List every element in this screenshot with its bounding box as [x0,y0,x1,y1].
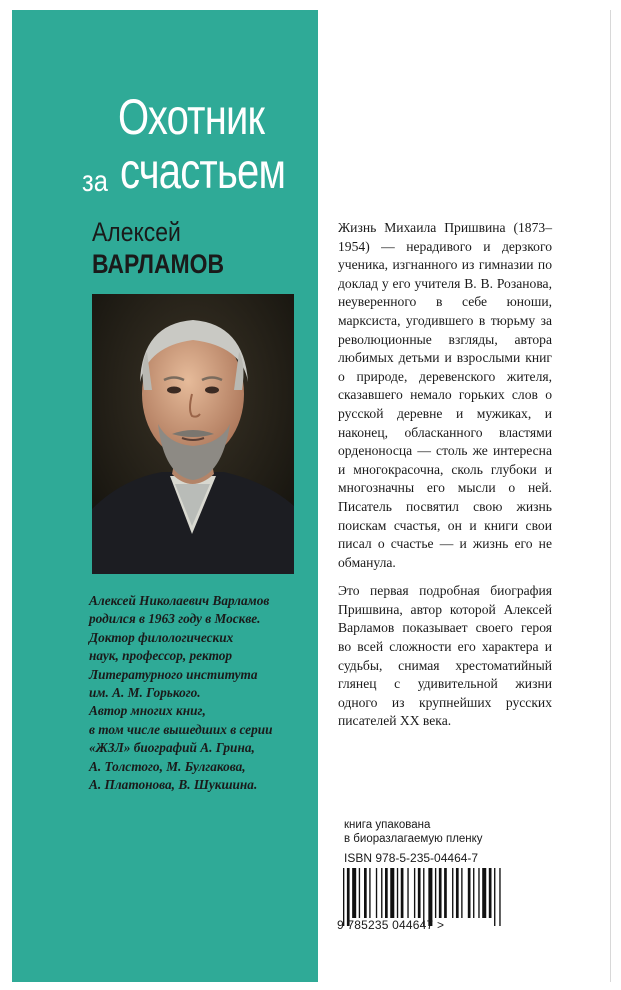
barcode-bar [439,868,442,918]
barcode-bar [461,868,462,918]
barcode-bar [369,868,370,918]
author-portrait-image [92,294,294,574]
bio-line: им. А. М. Горького. [89,685,201,701]
barcode-bar [381,868,382,918]
barcode-bar [473,868,474,918]
bio-line: «ЖЗЛ» биографий А. Грина, [89,740,255,756]
description-paragraph-2: Это первая подробная биография Пришвина, автор которой Алексей Варламов показывает своего героя во всей сложности его характера и судьбы, снимая хрестоматийный глянец с удивительной жизни одного из крупнейших русских писателей XX века. [338,583,552,729]
barcode-bar [478,868,479,918]
title-line-2: счастьем [120,143,286,199]
bio-line: Автор многих книг, [89,703,206,719]
bio-line: Доктор филологических [89,629,234,645]
packaging-note [344,818,483,846]
description-paragraph-1: Жизнь Михаила Пришвина (1873–1954) — нерадивого и дерзкого ученика, изгнанного из гимназии по доклад у его учителя В. В. Розанова, неуверенного в себе юноши, марксиста, угодившего в тюрьму за революционные взгляды, автора любимых детьми и взрослыми книг о природе, деревенского жителя, сказавшего немало горьких слов о русской деревне и мужиках, и наконец, обласканного властями орденоносца — столь же интересна и многокрасочна, сколь глубоки и многозначны его мысли о ней. Писатель посвятил свою жизнь поискам счастья, он и книги свои писал о счастье — и жизнь его не обманула. [338,220,552,570]
barcode-bar [352,868,356,918]
barcode-bar [444,868,447,918]
barcode-bar [376,868,377,918]
book-description [338,219,552,731]
barcode-bar [494,868,495,926]
bio-line: А. Толстого, М. Булгакова, [89,758,246,774]
bio-line: Алексей Николаевич Варламов [89,593,270,608]
bio-line: Литературного института [89,666,258,682]
barcode-bar [414,868,415,918]
barcode-bar [482,868,486,918]
author-first-name: Алексей [92,217,181,247]
barcode-bar [364,868,367,918]
title-line-1: Охотник [118,89,265,145]
bio-line: А. Платонова, В. Шукшина. [89,777,258,793]
isbn-number: ISBN 978-5-235-04464-7 [344,851,479,865]
title-preposition: за [82,165,108,198]
barcode-bar [499,868,500,926]
barcode-bar [435,868,436,918]
barcode-bar [489,868,492,918]
barcode-bar [452,868,453,918]
author-bio [89,592,309,794]
packaging-line-1: книга упакована [344,819,431,831]
author-last-name: ВАРЛАМОВ [92,249,225,279]
bio-line: в том числе вышедших в серии [89,721,273,737]
bio-line: наук, профессор, ректор [89,648,233,664]
barcode-bar [390,868,394,918]
barcode-bar [385,868,388,918]
barcode-bar [397,868,398,918]
packaging-line-2: в биоразлагаемую пленку [344,833,483,845]
barcode-bar [407,868,408,918]
barcode-bar [456,868,459,918]
barcode-bar [418,868,421,918]
barcode-digits: 9 785235 044647 > [337,918,445,932]
bio-line: родился в 1963 году в Москве. [89,611,261,627]
author-photo [92,294,294,574]
barcode-bar [468,868,471,918]
barcode-bar [359,868,360,918]
barcode-bar [401,868,404,918]
